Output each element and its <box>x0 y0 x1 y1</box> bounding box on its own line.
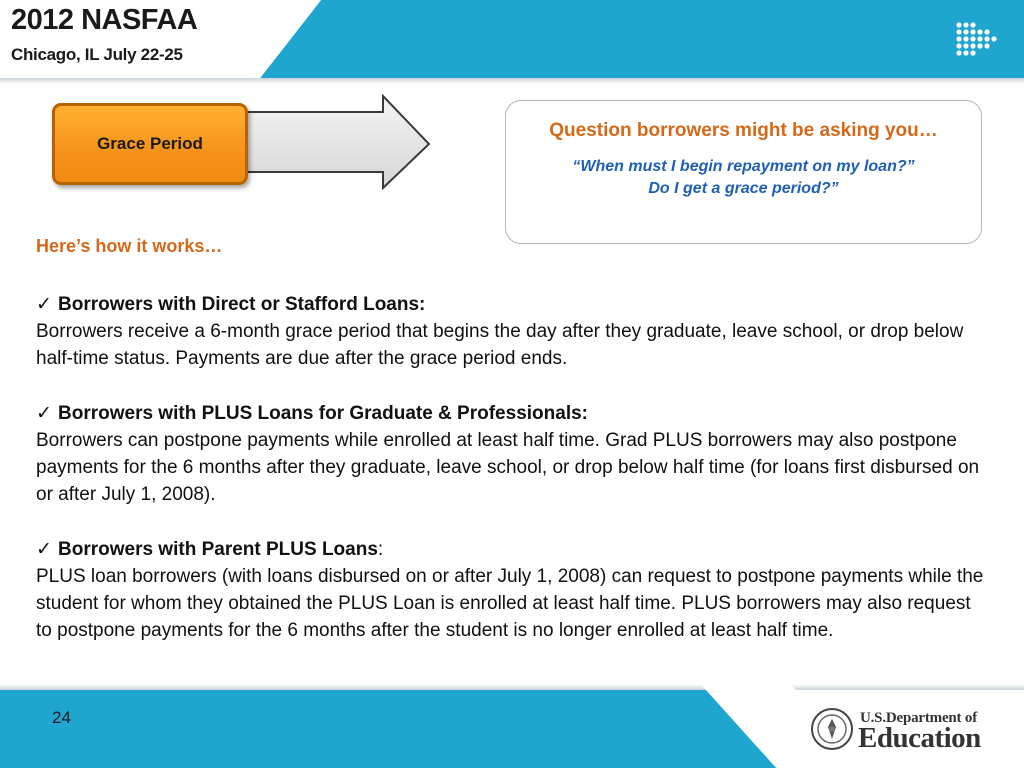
dot-grid-icon <box>954 20 1004 60</box>
section-intro: Here’s how it works… <box>36 236 223 256</box>
department-name: U.S.Department of <box>860 710 977 726</box>
item-text: PLUS loan borrowers (with loans disbursed on or after July 1, 2008) can request to postpone payments while the student for whom they obtained the PLUS Loan is enrolled at least half time. PLUS borrowers may also request to postpone payments for the 6 months after the student is no longer enrolled at least half time. <box>36 566 984 641</box>
item-text: Borrowers receive a 6-month grace period that begins the day after they graduate, leave school, or drop below half-time status. Payments are due after the grace period ends. <box>36 321 964 369</box>
question-callout <box>505 100 982 244</box>
list-item <box>36 291 986 372</box>
list-item <box>36 400 986 508</box>
right-arrow-icon <box>235 94 435 194</box>
question-line-1: “When must I begin repayment on my loan?” <box>572 158 915 175</box>
checkmark-icon: ✓ <box>36 294 52 315</box>
item-text: Borrowers can postpone payments while enrolled at least half time. Grad PLUS borrowers may also postpone payments for the 6 months after they graduate, leave school, or drop below half time (for loans first disbursed on or after July 1, 2008). <box>36 430 980 505</box>
item-heading: ✓ Borrowers with PLUS Loans for Graduate & Professionals: <box>36 400 986 427</box>
list-item <box>36 536 986 644</box>
department-seal-icon <box>810 707 854 751</box>
checkmark-icon: ✓ <box>36 539 52 560</box>
grace-period-box <box>52 103 248 185</box>
question-title: Question borrowers might be asking you… <box>549 120 938 141</box>
question-quote <box>506 156 981 200</box>
item-heading: ✓ Borrowers with Parent PLUS Loans: <box>36 536 986 563</box>
conference-subtitle: Chicago, IL July 22-25 <box>11 45 183 64</box>
department-education: Education <box>858 722 981 754</box>
conference-title: 2012 NASFAA <box>11 4 198 36</box>
grace-period-label: Grace Period <box>97 134 203 153</box>
checkmark-icon: ✓ <box>36 403 52 424</box>
item-heading: ✓ Borrowers with Direct or Stafford Loans: <box>36 291 986 318</box>
page-number: 24 <box>52 708 71 727</box>
question-line-2: Do I get a grace period?” <box>648 180 839 197</box>
